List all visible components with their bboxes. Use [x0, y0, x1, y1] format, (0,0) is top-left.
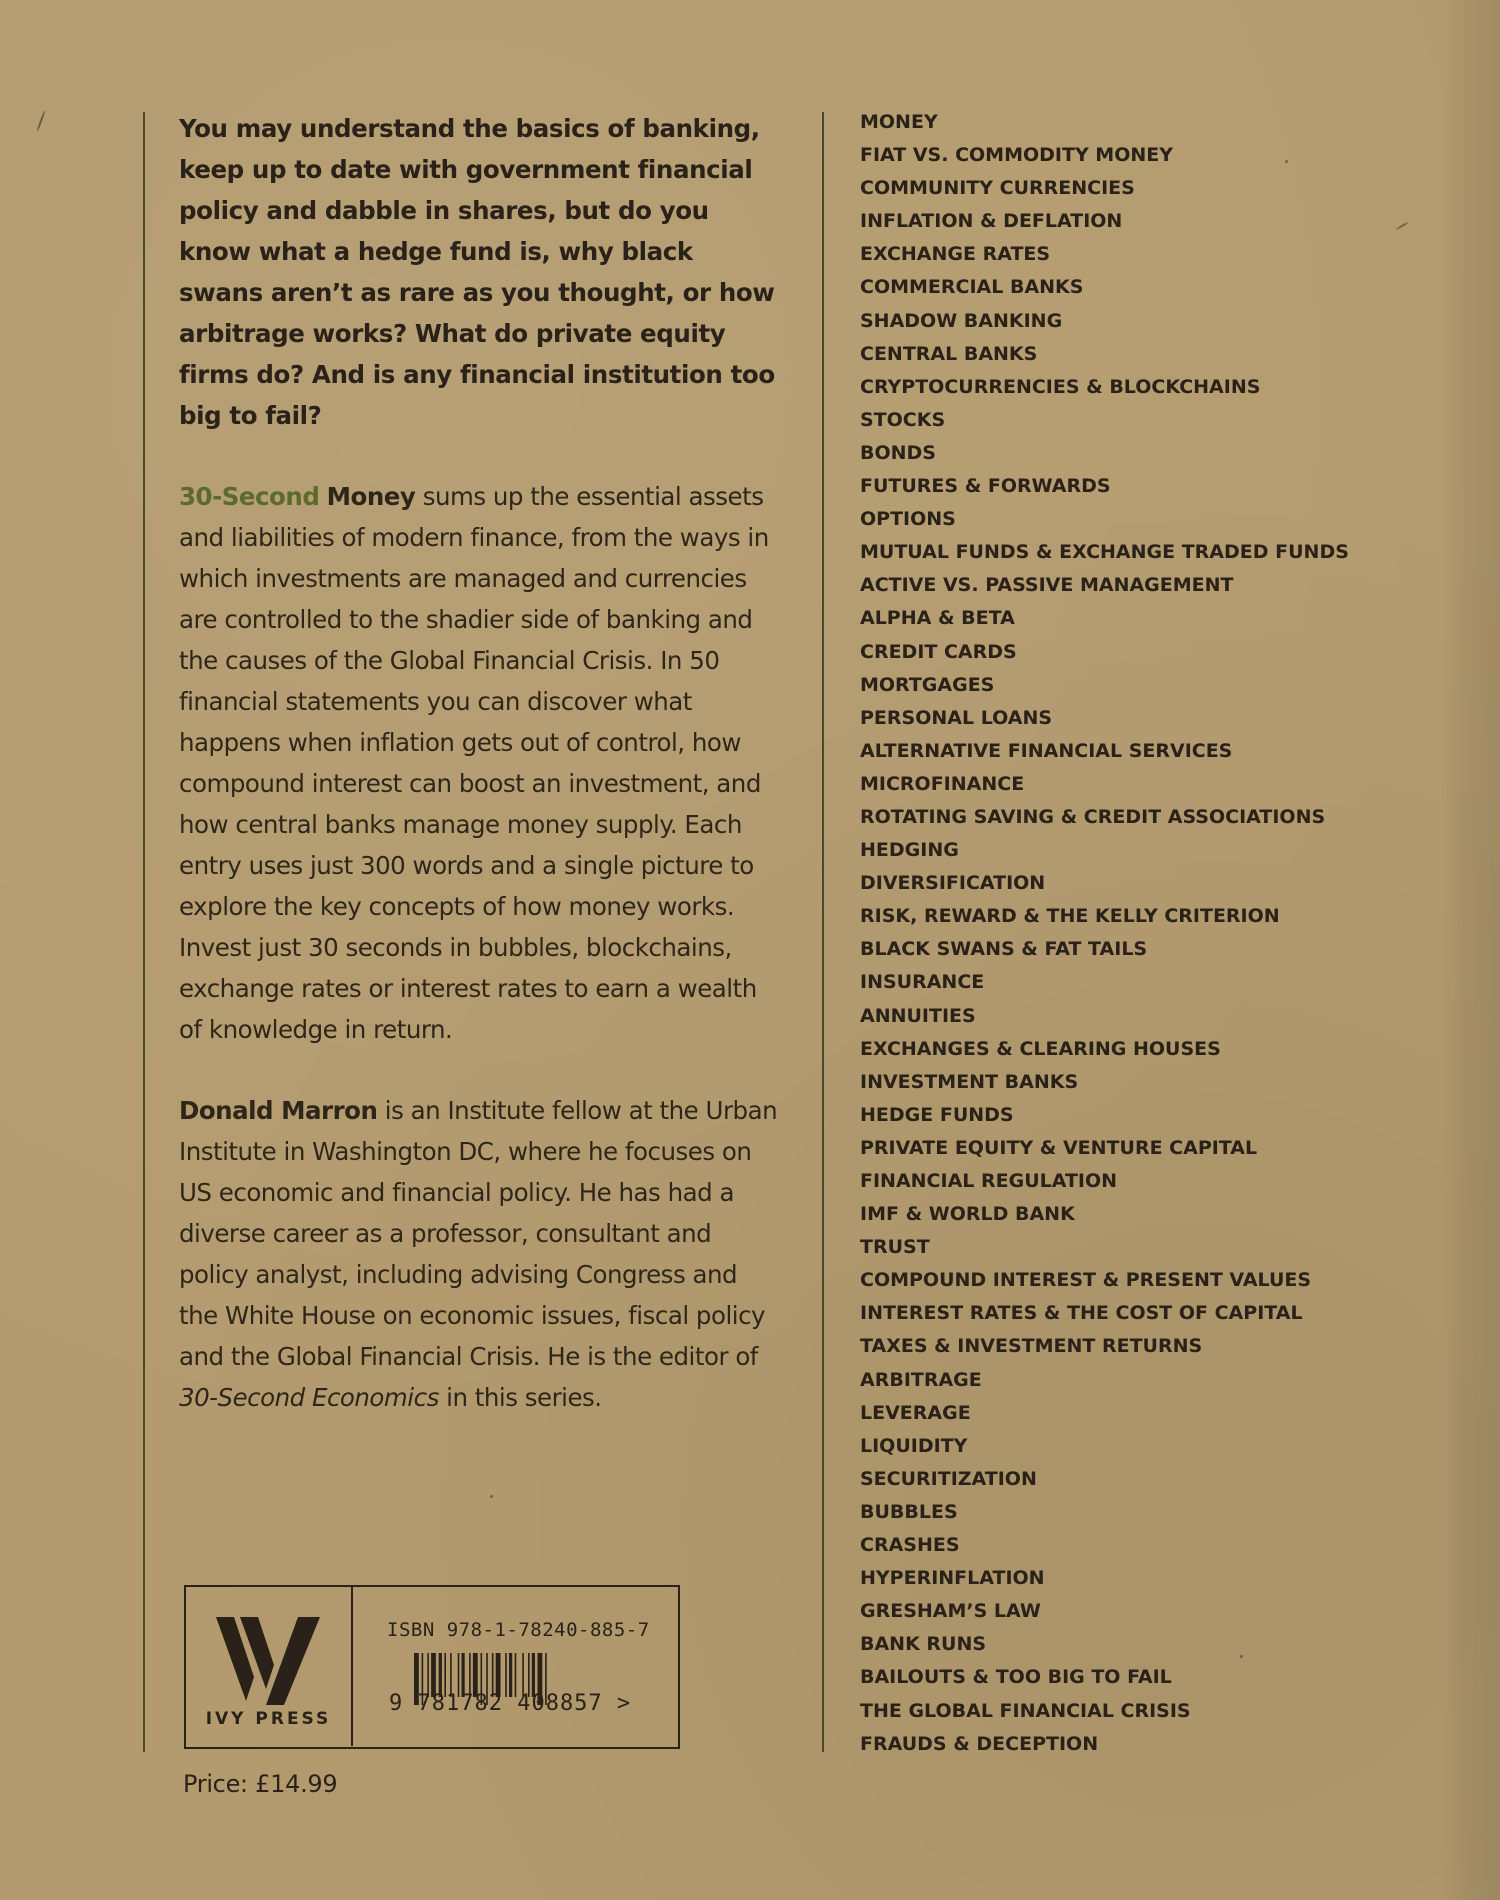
topic-item: ACTIVE VS. PASSIVE MANAGEMENT [860, 574, 1234, 597]
topic-item: ARBITRAGE [860, 1368, 982, 1391]
series-name: 30-Second [179, 482, 320, 511]
topic-item: INVESTMENT BANKS [860, 1070, 1079, 1093]
topic-item: GRESHAM’S LAW [860, 1600, 1041, 1623]
topic-item: FIAT VS. COMMODITY MONEY [860, 144, 1174, 167]
book-title: Money [326, 482, 416, 511]
related-book-title: 30-Second Economics [179, 1383, 439, 1412]
description-paragraph [179, 476, 779, 1050]
paper-speck [490, 1495, 493, 1498]
topic-item: HEDGE FUNDS [860, 1103, 1014, 1126]
topic-item: HYPERINFLATION [860, 1567, 1045, 1590]
price-label: Price: £14.99 [183, 1770, 338, 1798]
topic-item: FUTURES & FORWARDS [860, 475, 1111, 498]
topic-item: INTEREST RATES & THE COST OF CAPITAL [860, 1302, 1303, 1325]
topic-item: ALPHA & BETA [860, 607, 1015, 630]
topic-item: MICROFINANCE [860, 772, 1025, 795]
ivy-press-logo-icon [216, 1617, 321, 1707]
publisher-name: IVY PRESS [205, 1709, 332, 1729]
right-divider-rule [822, 112, 824, 1752]
topic-item: RISK, REWARD & THE KELLY CRITERION [860, 905, 1280, 928]
topic-item: CRASHES [860, 1534, 960, 1557]
topic-item: COMMUNITY CURRENCIES [860, 177, 1135, 200]
topic-item: LIQUIDITY [860, 1434, 968, 1457]
topic-item: MORTGAGES [860, 673, 995, 696]
topic-item: IMF & WORLD BANK [860, 1203, 1075, 1226]
barcode-panel [184, 1585, 680, 1749]
isbn-text: ISBN 978-1-78240-885-7 [387, 1619, 650, 1641]
description-text: sums up the essential assets and liabilities of modern finance, from the ways in which investments are managed and currencies are controlled to the shadier side of banking and the causes of the Global Financial Crisis. In 50 financial statements you can discover what happens when inflation gets out of control, how compound interest can boost an investment, and how central banks manage money supply. Each entry uses just 300 words and a single picture to explore the key concepts of how money works. Invest just 30 seconds in bubbles, blockchains, exchange rates or interest rates to earn a wealth of knowledge in return. [179, 482, 769, 1044]
paper-speck [1240, 1655, 1243, 1658]
topic-item: TAXES & INVESTMENT RETURNS [860, 1335, 1203, 1358]
topic-item: OPTIONS [860, 508, 956, 531]
topic-item: PRIVATE EQUITY & VENTURE CAPITAL [860, 1136, 1258, 1159]
topic-item: PERSONAL LOANS [860, 706, 1053, 729]
author-bio-paragraph [179, 1090, 779, 1418]
left-divider-rule [143, 112, 145, 1752]
topic-item: EXCHANGES & CLEARING HOUSES [860, 1037, 1221, 1060]
topic-item: THE GLOBAL FINANCIAL CRISIS [860, 1699, 1191, 1722]
topic-item: COMMERCIAL BANKS [860, 276, 1084, 299]
topic-item: LEVERAGE [860, 1401, 971, 1424]
publisher-block [186, 1587, 353, 1746]
topic-item: BUBBLES [860, 1500, 958, 1523]
topic-item: BLACK SWANS & FAT TAILS [860, 938, 1148, 961]
blurb-column [179, 108, 779, 1458]
topic-item: FINANCIAL REGULATION [860, 1170, 1118, 1192]
author-bio: is an Institute fellow at the Urban Institute in Washington DC, where he focuses on US economic and financial policy. He has had a diverse career as a professor, consultant and policy analyst, including advising Congress and the White House on economic issues, fiscal policy and the Global Financial Crisis. He is the editor of [179, 1096, 778, 1371]
topic-item: SHADOW BANKING [860, 309, 1063, 332]
topic-item: CRYPTOCURRENCIES & BLOCKCHAINS [860, 375, 1261, 398]
author-name: Donald Marron [179, 1096, 378, 1125]
paper-speck [1285, 160, 1288, 163]
barcode-digits: 9 781782 408857 > [389, 1691, 632, 1716]
topic-item: COMPOUND INTEREST & PRESENT VALUES [860, 1269, 1312, 1292]
topic-item: BAILOUTS & TOO BIG TO FAIL [860, 1666, 1172, 1689]
author-bio-end: in this series. [438, 1383, 602, 1412]
topic-item: DIVERSIFICATION [860, 872, 1046, 895]
intro-paragraph: You may understand the basics of banking, keep up to date with government financial policy and dabble in shares, but do you know what a hedge fund is, why black swans aren’t as rare as you thought, or how arbitrage works? What do private equity firms do? And is any financial institution too big to fail? [179, 114, 775, 430]
topic-item: HEDGING [860, 839, 959, 862]
topic-item: MONEY [860, 111, 938, 133]
topic-item: CREDIT CARDS [860, 640, 1017, 663]
topic-item: ALTERNATIVE FINANCIAL SERVICES [860, 739, 1233, 762]
spine-shadow [1440, 0, 1500, 1900]
topic-item: INSURANCE [860, 971, 985, 994]
topic-item: SECURITIZATION [860, 1467, 1037, 1490]
topic-item: ROTATING SAVING & CREDIT ASSOCIATIONS [860, 805, 1326, 828]
topic-item: CENTRAL BANKS [860, 342, 1038, 365]
topic-item: TRUST [860, 1236, 930, 1259]
topic-item: BANK RUNS [860, 1633, 987, 1656]
topic-item: FRAUDS & DECEPTION [860, 1732, 1099, 1755]
topic-item: EXCHANGE RATES [860, 243, 1051, 266]
topic-item: STOCKS [860, 408, 946, 431]
topic-item: BONDS [860, 441, 936, 464]
topic-item: MUTUAL FUNDS & EXCHANGE TRADED FUNDS [860, 541, 1349, 564]
paper-mark [36, 110, 45, 131]
topic-item: INFLATION & DEFLATION [860, 210, 1123, 233]
topic-list [860, 106, 1420, 1761]
topic-item: ANNUITIES [860, 1004, 976, 1027]
